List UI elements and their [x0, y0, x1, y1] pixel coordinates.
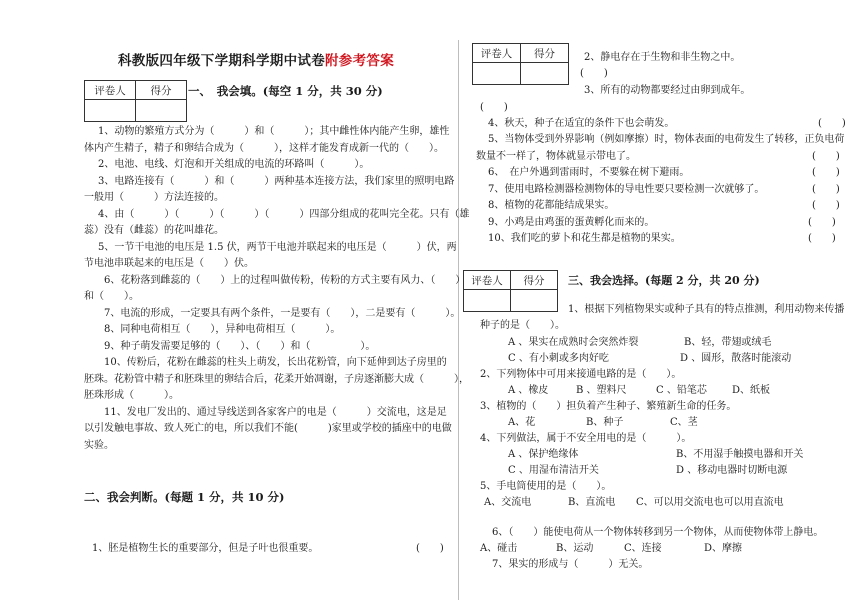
- grade-box-cell: [464, 290, 511, 312]
- choice-option: A、花: [508, 417, 536, 428]
- choice-option: C、可以用交流电也可以用直流电: [636, 497, 784, 508]
- s1-line: 7、电流的形成，一定要具有两个条件，一是要有（ ），二是要有（ ）。: [104, 308, 461, 319]
- judge-item-8: 8、植物的花都能结成果实。: [488, 200, 615, 211]
- judge-blank: ( ): [812, 184, 840, 195]
- choice-option: B、不用湿手触摸电器和开关: [676, 449, 804, 460]
- page-title: [118, 49, 394, 69]
- choice-option: B、种子: [586, 417, 624, 428]
- judge-blank: ( ): [812, 151, 840, 162]
- judge-item-4: 4、秋天，种子在适宜的条件下也会萌发。: [488, 118, 675, 129]
- grade-box-score: 得分: [136, 81, 187, 100]
- s1-line: 3、电路连接有（ ）和（ ）两种基本连接方法，我们家里的照明电路: [98, 176, 455, 187]
- grade-box-cell: [85, 100, 136, 122]
- judge-item-5: 5、当物体受到外界影响（例如摩擦）时，物体表面的电荷发生了转移，正负电荷: [488, 134, 845, 145]
- s1-line: 11、发电厂发出的、通过导线送到各家客户的电是（ ）交流电，这是足: [104, 407, 447, 418]
- grade-box-section1: [84, 80, 187, 122]
- grade-box-cell: [136, 100, 187, 122]
- section3-heading: 三、我会选择。(每题 2 分，共 20 分): [568, 274, 760, 287]
- s1-line: 体内产生精子，精子和卵结合成为（ ），这样才能发育成新一代的（ ）。: [84, 143, 444, 154]
- choice-option: D、摩擦: [704, 543, 743, 554]
- judge-blank: ( ): [812, 167, 840, 178]
- s1-line: 一般用（ ）方法连接的。: [84, 192, 224, 203]
- judge-item-9: 9、小鸡是由鸡蛋的蛋黄孵化而来的。: [488, 217, 655, 228]
- judge-item-1: 1、胚是植物生长的重要部分，但是子叶也很重要。: [92, 543, 319, 554]
- choice-q6: 6、（ ）能使电荷从一个物体转移到另一个物体，从而使物体带上静电。: [492, 527, 824, 538]
- s1-line: 胚珠形成（ ）。: [84, 390, 179, 401]
- title-main: 科教版四年级下学期科学期中试卷: [118, 53, 325, 69]
- section2-heading: 二、我会判断。(每题 1 分，共 10 分): [84, 490, 285, 504]
- grade-box-cell: [473, 63, 521, 85]
- grade-box-cell: [521, 63, 569, 85]
- s1-line: 10、传粉后，花粉在雌蕊的柱头上萌发，长出花粉管，向下延伸到达子房里的: [104, 357, 447, 368]
- s1-line: 6、花粉落到雌蕊的（ ）上的过程叫做传粉，传粉的方式主要有风力、（ ）: [104, 275, 466, 286]
- s1-line: 和（ ）。: [84, 291, 139, 302]
- judge-blank: ( ): [808, 233, 836, 244]
- grade-box-reviewer: 评卷人: [473, 44, 521, 63]
- grade-box-score: 得分: [521, 44, 569, 63]
- grade-box-score: 得分: [511, 271, 558, 290]
- s1-line: 节电池串联起来的电压是（ ）伏。: [84, 258, 254, 269]
- choice-option: C、茎: [670, 417, 698, 428]
- choice-q5: 5、手电筒使用的是（ ）。: [480, 481, 612, 492]
- judge-blank: ( ): [808, 217, 836, 228]
- grade-box-section2: [472, 43, 569, 85]
- choice-option: C 、铅笔芯: [656, 385, 707, 396]
- choice-q3: 3、植物的（ ）担负着产生种子、繁殖新生命的任务。: [480, 401, 737, 412]
- section1-heading: 一、 我会填。(每空 1 分，共 30 分): [188, 84, 383, 98]
- s1-line: 以引发触电事故、致人死亡的电，所以我们不能( )家里或学校的插座中的电做: [84, 423, 452, 434]
- s1-line: 蕊）没有（雌蕊）的花叫雄花。: [84, 225, 224, 236]
- choice-option: B 、塑料尺: [576, 385, 627, 396]
- choice-option: D 、圆形，散落时能滚动: [680, 353, 792, 364]
- judge-blank: ( ): [416, 543, 444, 554]
- judge-blank: ( ): [812, 200, 840, 211]
- s1-line: 实验。: [84, 440, 114, 451]
- judge-item-7: 7、使用电路检测器检测物体的导电性要只要检测一次就够了。: [488, 184, 765, 195]
- judge-item-5b: 数量不一样了，物体就显示带电了。: [476, 151, 636, 162]
- grade-box-reviewer: 评卷人: [85, 81, 136, 100]
- judge-blank: ( ): [818, 118, 846, 129]
- s1-line: 4、由（ ）（ ）（ ）（ ）四部分组成的花叫完全花。只有（雄: [98, 209, 470, 220]
- choice-option: A、交流电: [484, 497, 532, 508]
- judge-item-2: 2、静电存在于生物和非生物之中。: [584, 52, 741, 63]
- grade-box-section3: [463, 270, 558, 312]
- s1-line: 1、动物的繁殖方式分为（ ）和（ ）；其中雌性体内能产生卵，雄性: [98, 126, 450, 137]
- choice-option: B、直流电: [568, 497, 616, 508]
- choice-option: D 、移动电器时切断电源: [676, 465, 788, 476]
- s1-line: 胚珠。花粉管中精子和胚珠里的卵结合后，花柔开始凋谢，子房逐渐膨大成（ ），: [84, 374, 469, 385]
- choice-option: C 、有小刺或多肉好吃: [508, 353, 609, 364]
- choice-q2: 2、下列物体中可用来接通电路的是（ ）。: [480, 369, 682, 380]
- s1-line: 9、种子萌发需要足够的（ ）、（ ）和（ ）。: [104, 341, 376, 352]
- judge-item-10: 10、我们吃的萝卜和花生都是植物的果实。: [488, 233, 681, 244]
- choice-option: A 、橡皮: [508, 385, 549, 396]
- choice-q1b: 种子的是（ ）。: [480, 320, 565, 331]
- judge-item-3: 3、所有的动物都要经过由卵到成年。: [584, 85, 751, 96]
- choice-q7: 7、果实的形成与（ ）无关。: [492, 559, 649, 570]
- choice-option: C 、用湿布清洁开关: [508, 465, 599, 476]
- choice-option: D、纸板: [732, 385, 771, 396]
- grade-box-cell: [511, 290, 558, 312]
- choice-option: C、连接: [624, 543, 662, 554]
- judge-item-6: 6、 在户外遇到雷雨时，不要躲在树下避雨。: [488, 167, 690, 178]
- judge-blank: ( ): [480, 102, 508, 113]
- choice-option: B、轻，带翅或绒毛: [684, 337, 772, 348]
- title-highlight: 附参考答案: [325, 53, 394, 69]
- s1-line: 5、一节干电池的电压是 1.5 伏，两节干电池并联起来的电压是（ ）伏，两: [98, 242, 457, 253]
- choice-option: A 、保护绝缘体: [508, 449, 579, 460]
- s1-line: 8、同种电荷相互（ ），异种电荷相互（ ）。: [104, 324, 341, 335]
- grade-box-reviewer: 评卷人: [464, 271, 511, 290]
- choice-option: A 、果实在成熟时会突然炸裂: [508, 337, 639, 348]
- judge-blank: ( ): [580, 68, 608, 79]
- s1-line: 2、电池、电线、灯泡和开关组成的电流的环路叫（ ）。: [98, 159, 370, 170]
- choice-option: A、碰击: [480, 543, 518, 554]
- choice-q4: 4、下列做法，属于不安全用电的是（ ）。: [480, 433, 692, 444]
- choice-q1: 1、根据下列植物果实或种子具有的特点推测，利用动物来传播: [568, 304, 845, 315]
- choice-option: B、运动: [556, 543, 594, 554]
- column-divider: [458, 40, 459, 600]
